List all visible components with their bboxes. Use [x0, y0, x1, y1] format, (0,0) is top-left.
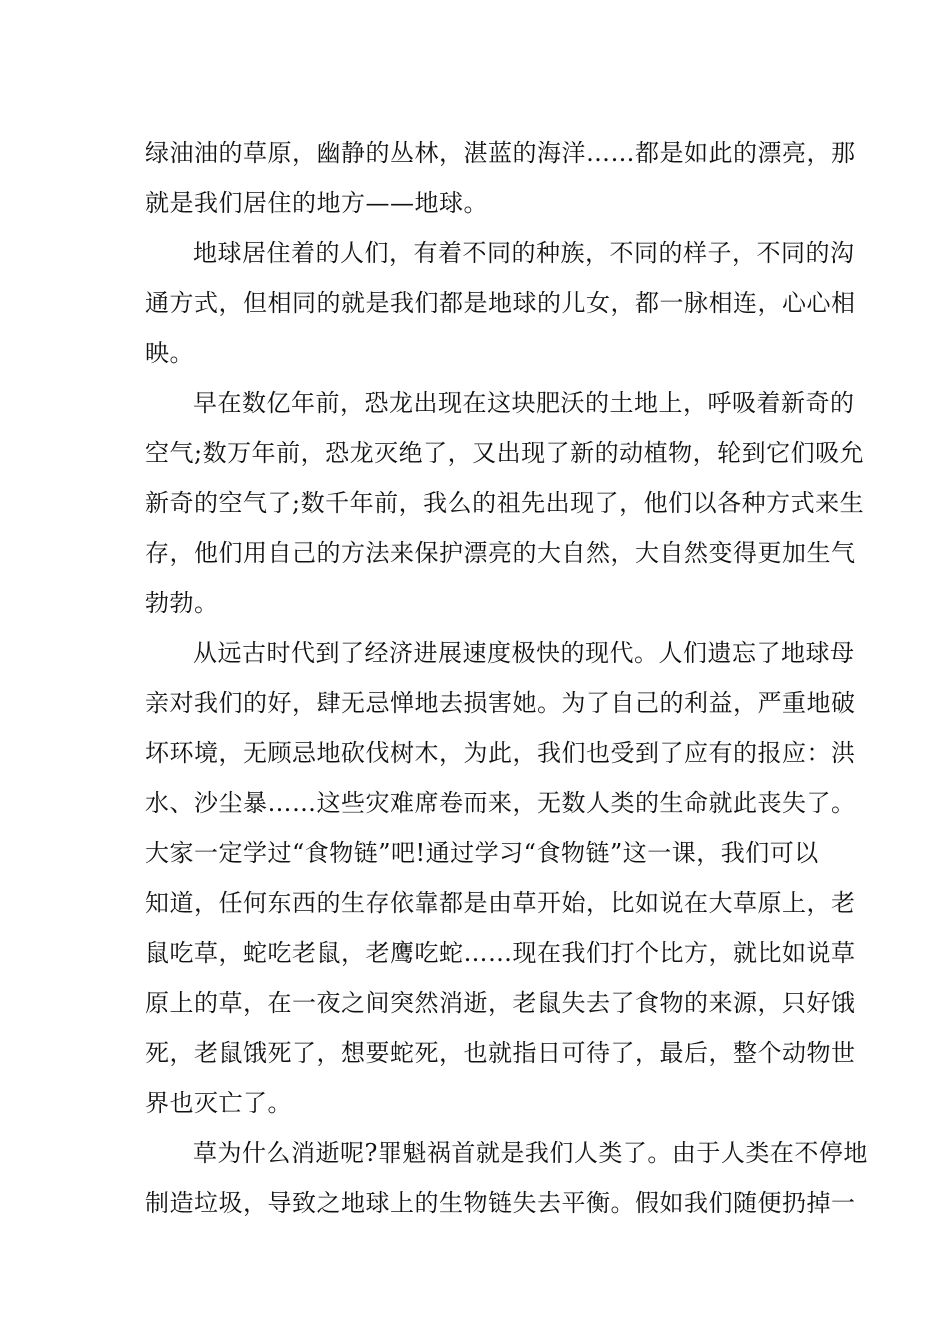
- text-line: 空气;数万年前，恐龙灭绝了，又出现了新的动植物，轮到它们吸允: [145, 439, 865, 467]
- text-line: 知道，任何东西的生存依靠都是由草开始，比如说在大草原上，老: [145, 889, 856, 917]
- text-line: 从远古时代到了经济进展速度极快的现代。人们遗忘了地球母: [193, 639, 855, 667]
- text-line: 亲对我们的好，肆无忌惮地去损害她。为了自己的利益，严重地破: [145, 689, 856, 717]
- text-line: 大家一定学过“食物链”吧!通过学习“食物链”这一课，我们可以: [145, 839, 819, 867]
- text-line: 鼠吃草，蛇吃老鼠，老鹰吃蛇……现在我们打个比方，就比如说草: [145, 939, 856, 967]
- text-line: 存，他们用自己的方法来保护漂亮的大自然，大自然变得更加生气: [145, 539, 856, 567]
- text-line: 草为什么消逝呢?罪魁祸首就是我们人类了。由于人类在不停地: [193, 1139, 868, 1167]
- text-line: 制造垃圾，导致之地球上的生物链失去平衡。假如我们随便扔掉一: [145, 1189, 856, 1217]
- text-line: 绿油油的草原，幽静的丛林，湛蓝的海洋……都是如此的漂亮，那: [145, 139, 856, 167]
- text-line: 原上的草，在一夜之间突然消逝，老鼠失去了食物的来源，只好饿: [145, 989, 856, 1017]
- text-line: 勃勃。: [145, 589, 219, 617]
- text-line: 就是我们居住的地方——地球。: [145, 189, 488, 217]
- text-line: 映。: [145, 339, 194, 367]
- text-line: 死，老鼠饿死了，想要蛇死，也就指日可待了，最后，整个动物世: [145, 1039, 856, 1067]
- text-line: 界也灭亡了。: [145, 1089, 292, 1117]
- document-body: [145, 128, 868, 1228]
- text-line: 坏环境，无顾忌地砍伐树木，为此，我们也受到了应有的报应：洪: [145, 739, 856, 767]
- text-line: 新奇的空气了;数千年前，我么的祖先出现了，他们以各种方式来生: [145, 489, 865, 517]
- text-line: 地球居住着的人们，有着不同的种族，不同的样子，不同的沟: [193, 239, 855, 267]
- text-line: 早在数亿年前，恐龙出现在这块肥沃的土地上，呼吸着新奇的: [193, 389, 855, 417]
- text-line: 水、沙尘暴……这些灾难席卷而来，无数人类的生命就此丧失了。: [145, 789, 856, 817]
- text-line: 通方式，但相同的就是我们都是地球的儿女，都一脉相连，心心相: [145, 289, 856, 317]
